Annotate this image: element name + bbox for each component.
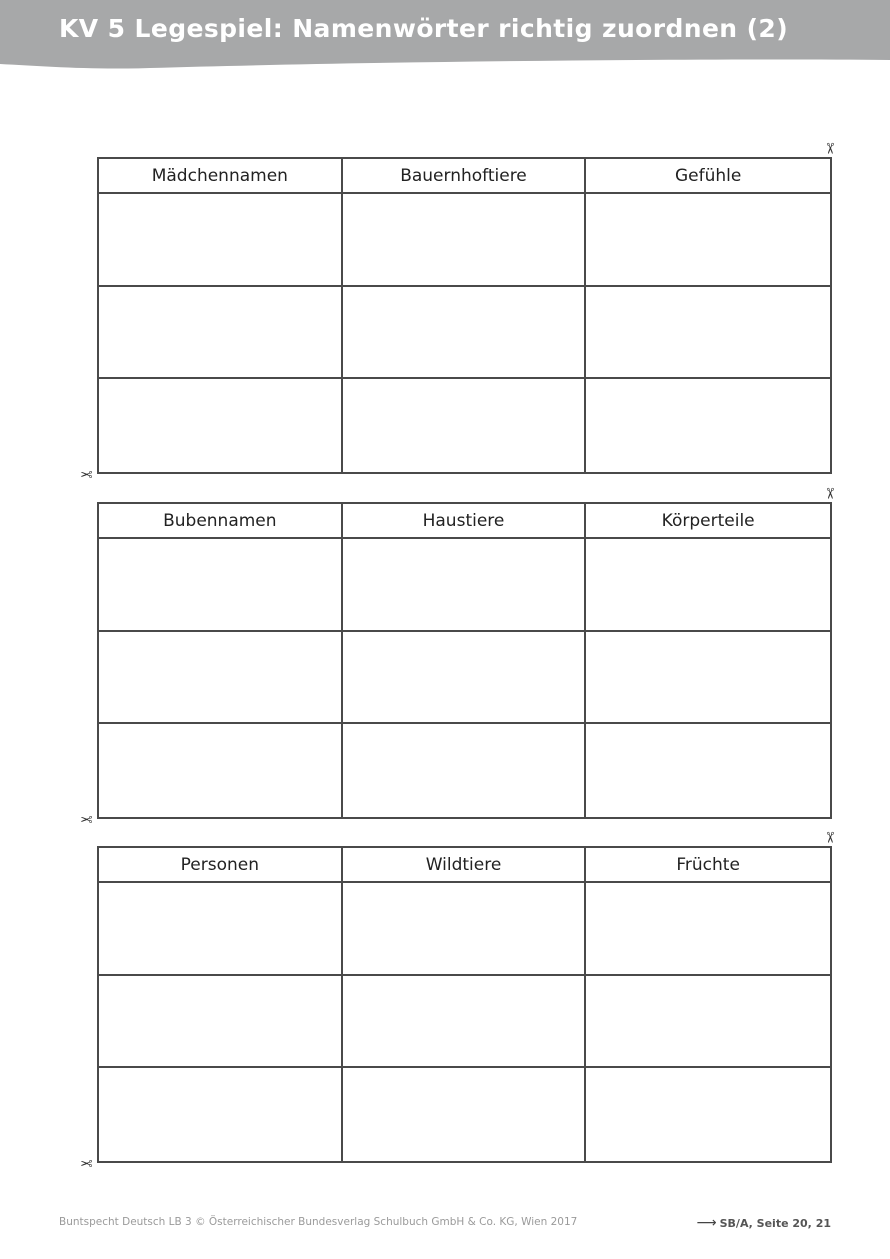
card-slot — [99, 194, 343, 287]
column-header: Früchte — [586, 848, 830, 883]
card-slot — [586, 976, 830, 1069]
column-header: Personen — [99, 848, 343, 883]
card-slot — [99, 539, 343, 632]
card-slot — [343, 194, 587, 287]
card-slot — [99, 379, 343, 472]
card-slot — [586, 724, 830, 817]
card-slot — [586, 287, 830, 380]
scissors-icon: ✂ — [820, 487, 839, 500]
card-slot — [99, 724, 343, 817]
column-header: Haustiere — [343, 504, 587, 539]
scissors-icon: ✂ — [80, 810, 93, 828]
column-header: Bauernhoftiere — [343, 159, 587, 194]
page-title: KV 5 Legespiel: Namenwörter richtig zuordnen (2) — [59, 14, 789, 43]
card-slot — [99, 287, 343, 380]
card-slot — [586, 1068, 830, 1161]
card-slot — [99, 976, 343, 1069]
scissors-icon: ✂ — [80, 465, 93, 483]
card-slot — [99, 632, 343, 725]
card-slot — [586, 883, 830, 976]
card-slot — [586, 194, 830, 287]
scissors-icon: ✂ — [820, 142, 839, 155]
card-slot — [99, 883, 343, 976]
column-header: Wildtiere — [343, 848, 587, 883]
card-slot — [343, 287, 587, 380]
card-slot — [343, 539, 587, 632]
arrow-right-icon: ⟶ — [696, 1215, 717, 1231]
column-header: Mädchennamen — [99, 159, 343, 194]
sorting-table-2 — [97, 502, 832, 819]
card-slot — [343, 632, 587, 725]
card-slot — [586, 632, 830, 725]
card-slot — [343, 883, 587, 976]
card-slot — [99, 1068, 343, 1161]
sorting-table-3 — [97, 846, 832, 1163]
card-slot — [586, 539, 830, 632]
column-header: Bubennamen — [99, 504, 343, 539]
sorting-table-1 — [97, 157, 832, 474]
footer-reference — [697, 1215, 831, 1231]
column-header: Körperteile — [586, 504, 830, 539]
card-slot — [343, 976, 587, 1069]
column-header: Gefühle — [586, 159, 830, 194]
card-slot — [343, 379, 587, 472]
card-slot — [586, 379, 830, 472]
footer-reference-label: SB/A, Seite 20, 21 — [719, 1216, 831, 1230]
scissors-icon: ✂ — [80, 1154, 93, 1172]
card-slot — [343, 1068, 587, 1161]
card-slot — [343, 724, 587, 817]
scissors-icon: ✂ — [820, 831, 839, 844]
footer-copyright: Buntspecht Deutsch LB 3 © Österreichischer Bundesverlag Schulbuch GmbH & Co. KG, Wien 2017 — [59, 1216, 578, 1228]
